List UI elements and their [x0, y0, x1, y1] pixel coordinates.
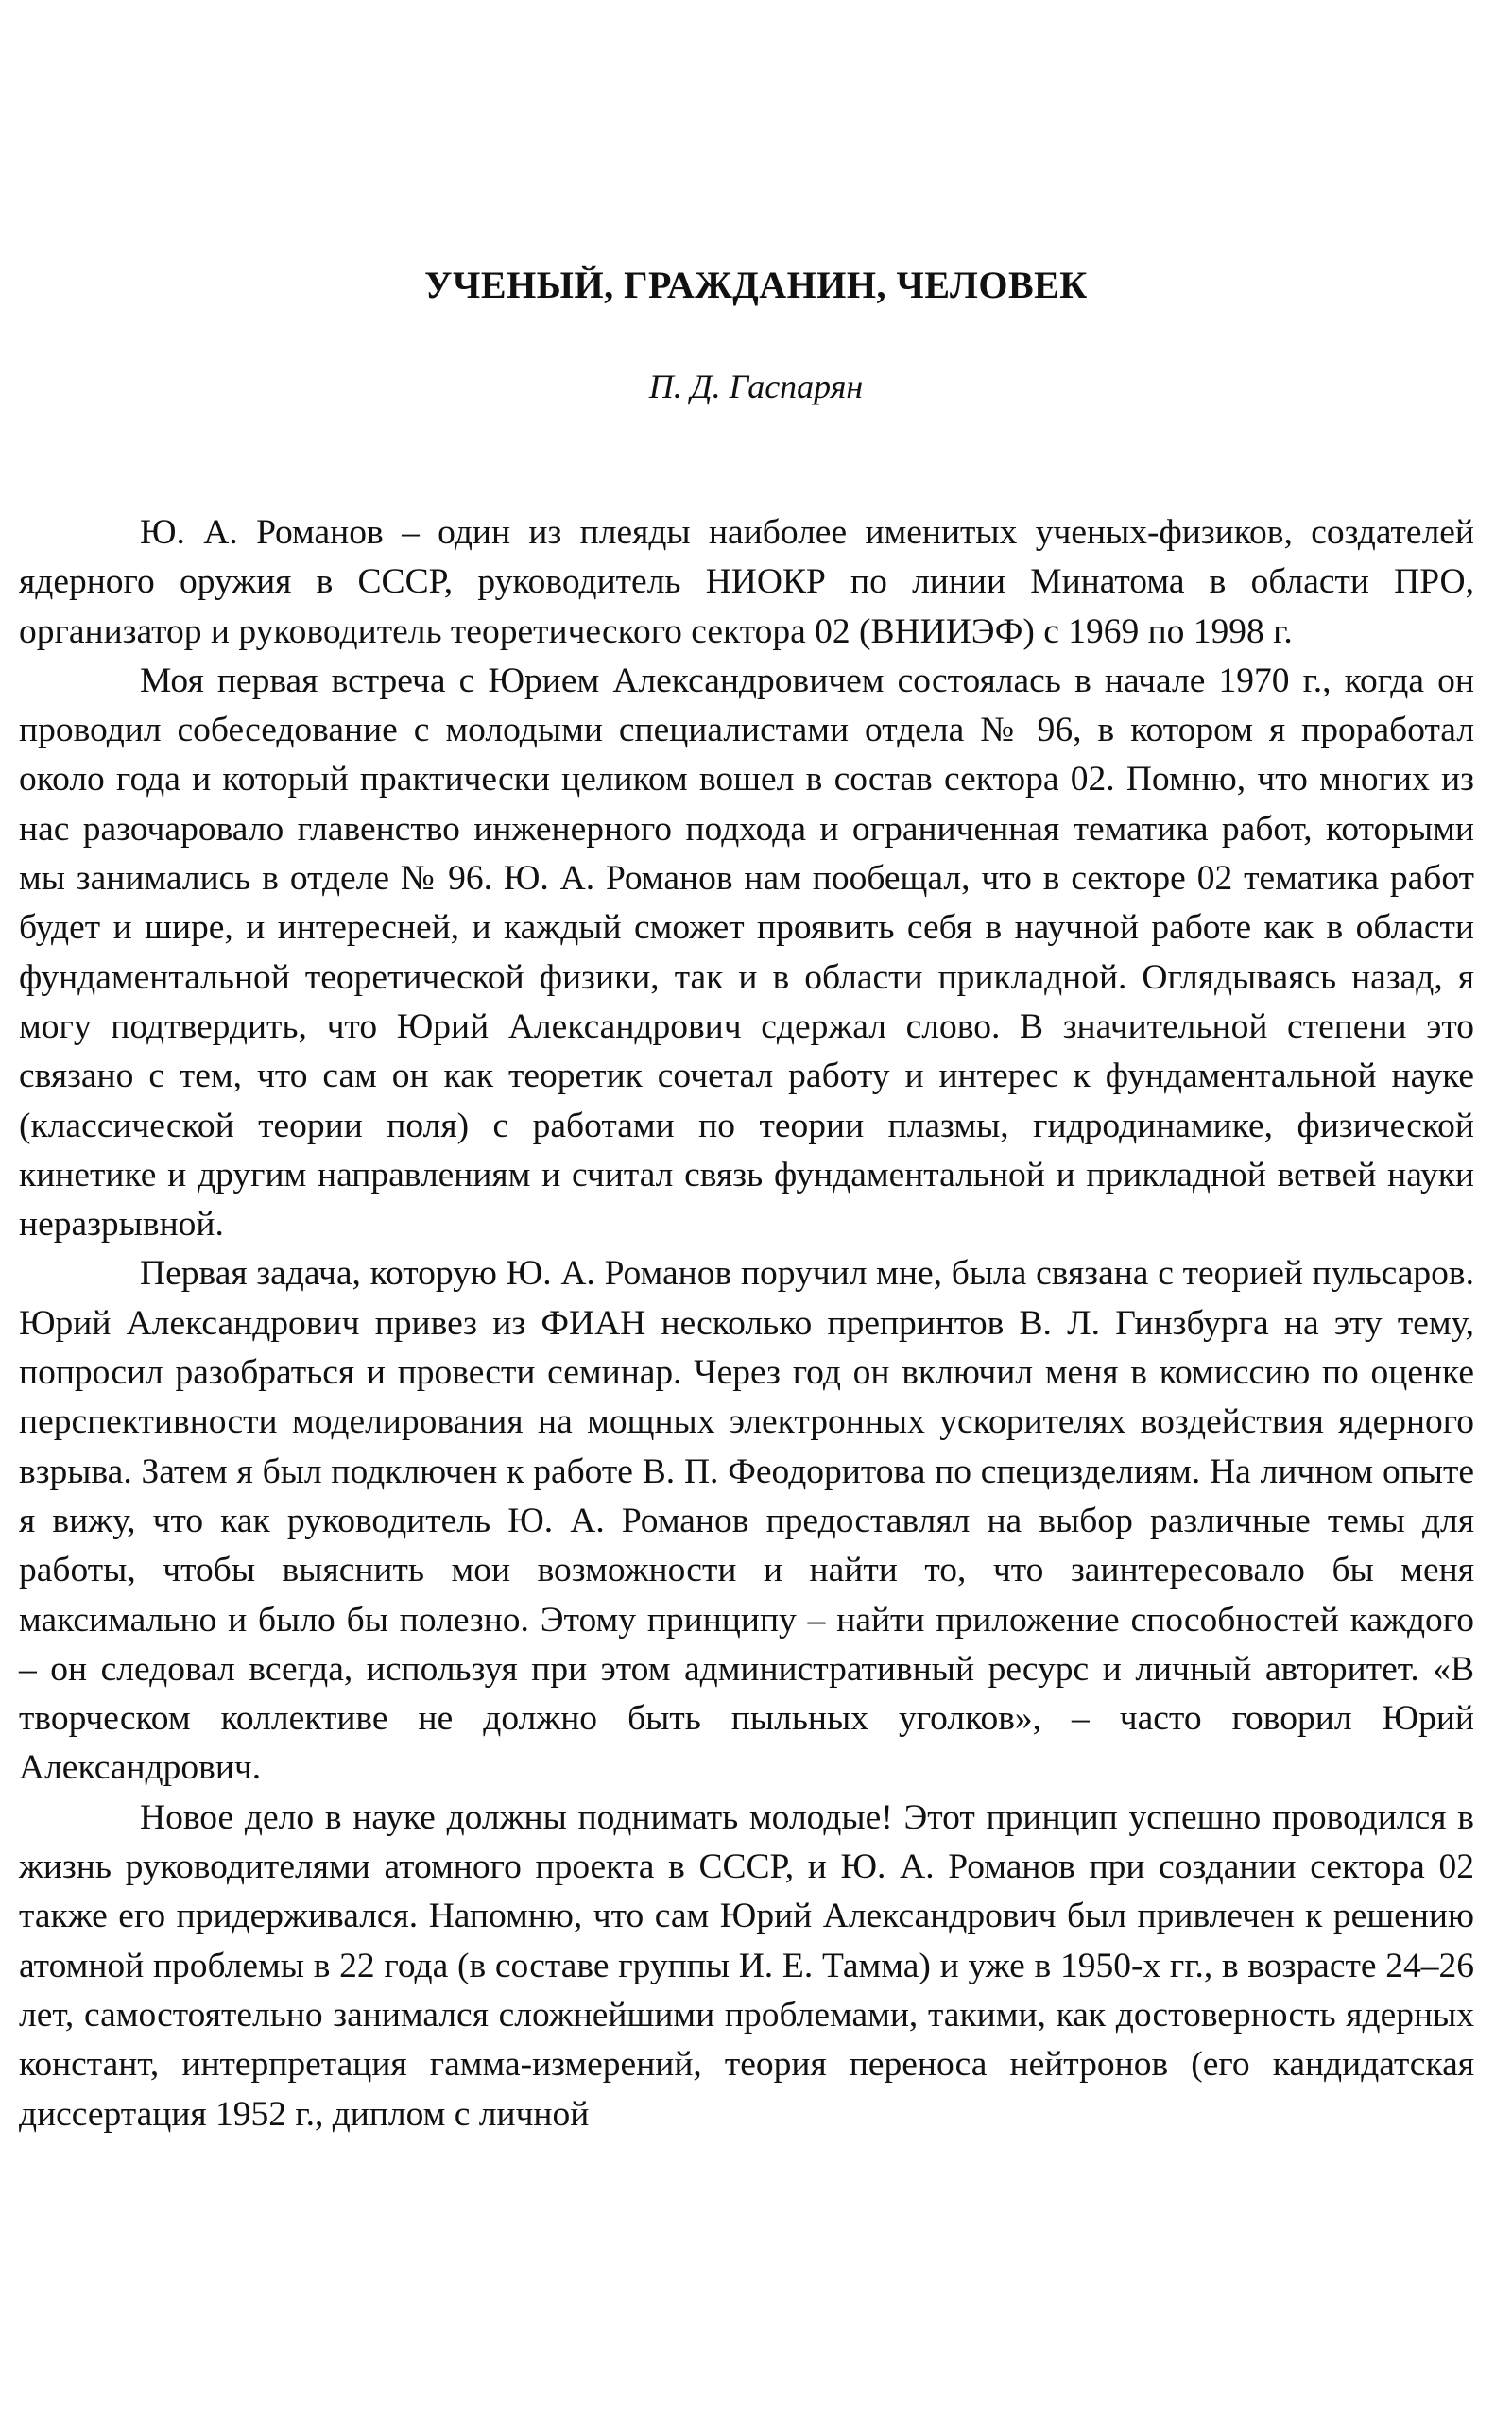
paragraph: Ю. А. Романов – один из плеяды наиболее именитых ученых-физиков, создателей ядерного оружия в СССР, руководитель НИОКР по линии Минатома в области ПРО, организатор и руководитель теоретического сектора 02 (ВНИИЭФ) с 1969 по 1998 г. — [19, 513, 1474, 651]
article-title: УЧЕНЫЙ, ГРАЖДАНИН, ЧЕЛОВЕК — [424, 264, 1088, 306]
paragraph: Первая задача, которую Ю. А. Романов поручил мне, была связана с теорией пульсаров. Юрий Александрович привез из ФИАН несколько препринтов В. Л. Гинзбурга на эту тему, попросил разобраться и провести семинар. Через год он включил меня в комиссию по оценке перспективности моделирования на мощных электронных ускорителях воздействия ядерного взрыва. Затем я был подключен к работе В. П. Феодоритова по специзделиям. На личном опыте я вижу, что как руководитель Ю. А. Романов предоставлял на выбор различные темы для работы, чтобы выяснить мои возможности и найти то, что заинтересовало бы меня максимально и было бы полезно. Этому принципу – найти приложение способностей каждого – он следовал всегда, используя при этом административный ресурс и личный авторитет. «В творческом коллективе не должно быть пыльных уголков», – часто говорил Юрий Александрович. — [19, 1254, 1474, 1788]
paragraph: Моя первая встреча с Юрием Александровичем состоялась в начале 1970 г., когда он проводил собеседование с молодыми специалистами отдела № 96, в котором я проработал около года и который практически целиком вошел в состав сектора 02. Помню, что многих из нас разочаровало главенство инженерного подхода и ограниченная тематика работ, которыми мы занимались в отделе № 96. Ю. А. Романов нам пообещал, что в секторе 02 тематика работ будет и шире, и интересней, и каждый сможет проявить себя в научной работе как в области фундаментальной теоретической физики, так и в области прикладной. Оглядываясь назад, я могу подтвердить, что Юрий Александрович сдержал слово. В значительной степени это связано с тем, что сам он как теоретик сочетал работу и интерес к фундаментальной науке (классической теории поля) с работами по теории плазмы, гидродинамике, физической кинетике и другим направлениям и считал связь фундаментальной и прикладной ветвей науки неразрывной. — [19, 661, 1474, 1245]
paragraph: Новое дело в науке должны поднимать молодые! Этот принцип успешно проводился в жизнь руководителями атомного проекта в СССР, и Ю. А. Романов при создании сектора 02 также его придерживался. Напомню, что сам Юрий Александрович был привлечен к решению атомной проблемы в 22 года (в составе группы И. Е. Тамма) и уже в 1950-х гг., в возрасте 24–26 лет, самостоятельно занимался сложнейшими проблемами, такими, как достоверность ядерных констант, интерпретация гамма-измерений, теория переноса нейтронов (его кандидатская диссертация 1952 г., диплом с личной — [19, 1797, 1474, 2134]
article-author: П. Д. Гаспарян — [648, 368, 864, 405]
article-body — [19, 508, 1474, 2139]
